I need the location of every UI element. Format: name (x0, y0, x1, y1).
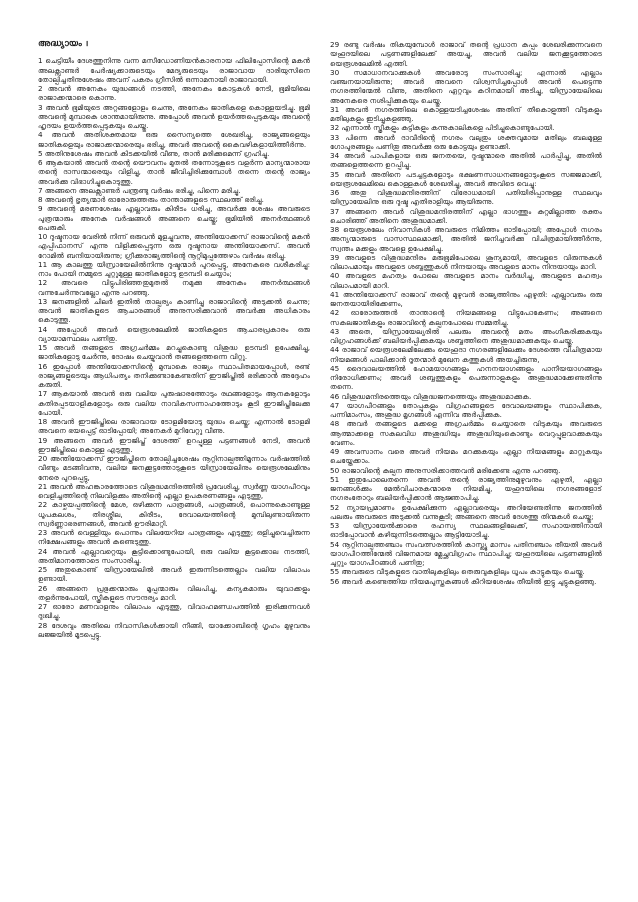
verse-paragraph: 2 അവൻ അനേകം യുദ്ധങ്ങൾ നടത്തി, അനേകം കോട്ടകൾ നേടി, ഭൂമിയിലെ രാജാക്കന്മാരെ കൊന്നു. (38, 84, 310, 103)
verse-paragraph: 34 അവർ പാപികളായ ഒരു ജനതയെ, ദുഷ്ടന്മാരെ അതിൽ പാർപ്പിച്ചു, അതിൽ തങ്ങളെത്തന്നെ ഉറപ്പിച്ചു. (330, 151, 602, 170)
verse-paragraph: 4 അവൻ അതിശക്തമായ ഒരു സൈന്യത്തെ ശേഖരിച്ചു, രാജ്യങ്ങളെയും ജാതികളെയും രാജാക്കന്മാരെയും ഭരിച്ചു, അവർ അവന്റെ കൈവഴികളായിത്തീർന്നു. (38, 130, 310, 149)
verse-paragraph: 16 ഇപ്പോൾ അന്തിയോക്കസിന്റെ മുമ്പാകെ രാജ്യം സ്ഥാപിതമായപ്പോൾ, രണ്ട് രാജ്യങ്ങളുടെയും ആധിപത്യം തനിക്കുണ്ടാകേണ്ടതിന് ഈജിപ്തിൽ ഭരിക്കാൻ അദ്ദേഹം കരുതി. (38, 361, 310, 389)
verse-paragraph: 5 അതിനുശേഷം അവൻ കിടക്കയിൽ വീണു, താൻ മരിക്കുമെന്ന് ഗ്രഹിച്ചു. (38, 148, 270, 158)
verse-paragraph: 51 ഇതുപോലെതന്നെ അവൻ തന്റെ രാജ്യത്തിനുമുഴുവനും എഴുതി, എല്ലാ ജനങ്ങൾക്കും മേൽവിചാരകന്മാരെ നിയമിച്ചു, യഹൂദയിലെ നഗരങ്ങളോട് നഗരംതോറും ബലിയർപ്പിക്കാൻ ആജ്ഞാപിച്ചു. (330, 474, 602, 503)
verse-paragraph: 49 അവസാനം വരെ അവർ നിയമം മറക്കുകയും എല്ലാ നിയമങ്ങളും മാറ്റുകയും ചെയ്തേക്കാം. (330, 447, 602, 466)
verse-paragraph: 33 പിന്നെ അവർ ദാവീദിന്റെ നഗരം വലുതും ശക്തവുമായ മതിലും ബലമുള്ള ഗോപുരങ്ങളും പണിതു അവർക്കു ഒരു കോട്ടയും ഉണ്ടാക്കി. (330, 132, 602, 151)
verse-paragraph: 14 അപ്പോൾ അവർ യെരൂശലേമിൽ ജാതികളുടെ ആചാരപ്രകാരം ഒരു വ്യായാമസ്ഥലം പണിതു. (38, 324, 310, 343)
verse-paragraph: 9 അവന്റെ മരണശേഷം എല്ലാവരും കിരീടം ധരിച്ചു, അവർക്കു ശേഷം അവരുടെ പുത്രന്മാരും അനേക വർഷങ്ങൾ അങ്ങനെ ചെയ്തു; ഭൂമിയിൽ അനർത്ഥങ്ങൾ പെരുകി. (38, 204, 310, 232)
verse-paragraph: 40 അവളുടെ മഹത്വം പോലെ അവളുടെ മാനം വർദ്ധിച്ചു, അവളുടെ മഹത്വം വിലാപമായി മാറി. (330, 271, 602, 290)
verse-paragraph: 47 യാഗപീഠങ്ങളും തോപ്പുകളും വിഗ്രഹങ്ങളുടെ ദേവാലയങ്ങളും സ്ഥാപിക്കുക, പന്നിമാംസം, അശുദ്ധ മൃഗങ്ങൾ എന്നിവ അർപ്പിക്കുക. (330, 400, 602, 419)
verse-paragraph: 31 അവൻ നഗരത്തിലെ കൊള്ളയടിച്ചശേഷം അതിന് തീകൊളുത്തി വീടുകളും മതിലുകളും ഇടിച്ചുകളഞ്ഞു. (330, 104, 602, 123)
verse-paragraph: 41 അന്തിയോക്കസ് രാജാവ് തന്റെ മുഴുവൻ രാജ്യത്തിനും എഴുതി: എല്ലാവരും ഒരു ജനതയായിരിക്കേണം, (330, 289, 602, 308)
verse-paragraph: 38 യെരൂശലേം നിവാസികൾ അവരുടെ നിമിത്തം ഓടിപ്പോയി; അപ്പോൾ നഗരം അന്യന്മാരുടെ വാസസ്ഥലമാക്കി, അതിൽ ജനിച്ചവർക്കു വിചിത്രമായിത്തീർന്നു, സ്വന്തം മക്കളും അവളെ ഉപേക്ഷിച്ചു. (330, 225, 602, 253)
verse-paragraph: 7 അങ്ങനെ അലക്സാണ്ടർ പന്ത്രണ്ടു വർഷം ഭരിച്ചു, പിന്നെ മരിച്ചു. (38, 185, 241, 195)
verse-paragraph: 11 ആ കാലത്തു യിസ്രായേലിൽനിന്നു ദുഷ്ടന്മാർ പുറപ്പെട്ടു, അനേകരെ വശീകരിച്ചു: നാം പോയി നമ്മുടെ ചുറ്റുമുള്ള ജാതികളോടു ഉടമ്പടി ചെയ്യാം; (38, 259, 310, 278)
left-column (38, 40, 310, 875)
verse-paragraph: 26 അങ്ങനെ പ്രഭുക്കന്മാരും മൂപ്പന്മാരും വിലപിച്ചു, കന്യകമാരും യുവാക്കളും തളർന്നുപോയി, സ്ത്രീകളുടെ സൗന്ദര്യം മാറി. (38, 583, 310, 602)
verse-paragraph: 55 അവരുടെ വീടുകളുടെ വാതിലുകളിലും തെരുവുകളിലും ധൂപം കാട്ടുകയും ചെയ്തു. (330, 567, 585, 577)
verse-paragraph: 52 ന്യായപ്രമാണം ഉപേക്ഷിക്കുന്ന എല്ലാവരെയും അറിയേണ്ടതിന്നു ജനത്തിൽ പലരും അവരുടെ അടുക്കൽ വന്നുകൂടി; അങ്ങനെ അവർ ദേശത്തു തിന്മകൾ ചെയ്തു; (330, 502, 602, 521)
verse-paragraph: 29 രണ്ടു വർഷം തികയുമ്പോൾ രാജാവ് തന്റെ പ്രധാന കപ്പം ശേഖരിക്കുന്നവനെ യഹൂദയിലെ പട്ടണങ്ങളിലേക്ക് അയച്ചു, അവൻ വലിയ ജനക്കൂട്ടത്തോടെ യെരൂശലേമിൽ എത്തി. (330, 40, 602, 68)
verse-paragraph: 53 യിസ്രായേൽക്കാരെ രഹസ്യ സ്ഥലങ്ങളിലേക്ക്, സഹായത്തിനായി ഓടിപ്പോവാൻ കഴിയുന്നിടത്തെല്ലാം ആട്ടിയോടിച്ചു. (330, 521, 602, 540)
right-verses (330, 40, 602, 586)
verse-paragraph: 25 അതുകൊണ്ട് യിസ്രായേലിൽ അവർ ഇരുന്നിടത്തെല്ലാം വലിയ വിലാപം ഉണ്ടായി. (38, 565, 310, 584)
verse-paragraph: 37 അങ്ങനെ അവർ വിശുദ്ധമന്ദിരത്തിന് എല്ലാ ഭാഗത്തും കുറ്റമില്ലാത്ത രക്തം ചൊരിഞ്ഞ് അതിനെ അശുദ്ധമാക്കി. (330, 206, 602, 225)
verse-paragraph: 23 അവൻ വെള്ളിയും പൊന്നും വിലയേറിയ പാത്രങ്ങളും എടുത്തു; ഒളിച്ചുവെച്ചിരുന്ന നിക്ഷേപങ്ങളും അവൻ കണ്ടെടുത്തു. (38, 528, 310, 547)
right-column (330, 40, 602, 875)
chapter-heading: അദ്ധ്യായം । (38, 40, 90, 49)
verse-paragraph: 30 സമാധാനവാക്കുകൾ അവരോടു സംസാരിച്ചു; എന്നാൽ എല്ലാം വഞ്ചനയായിരുന്നു; അവർ അവനെ വിശ്വസിച്ചപ്പോൾ അവൻ പെട്ടെന്നു നഗരത്തിന്മേൽ വീണു, അതിനെ ഏറ്റവും കഠിനമായി അടിച്ചു, യിസ്രായേലിലെ അനേകരെ നശിപ്പിക്കുകയും ചെയ്തു. (330, 67, 602, 105)
verse-paragraph: 50 രാജാവിന്റെ കല്പന അനുസരിക്കാത്തവൻ മരിക്കേണ്ട എന്നു പറഞ്ഞു. (330, 465, 561, 475)
verse-paragraph: 15 അവർ തങ്ങളുടെ അഗ്രചർമ്മം മറച്ചുകൊണ്ടു വിശുദ്ധ ഉടമ്പടി ഉപേക്ഷിച്ചു, ജാതികളോടു ചേർന്നു, ദോഷം ചെയ്യുവാൻ തങ്ങളെത്തന്നെ വിറ്റു. (38, 343, 310, 362)
verse-paragraph: 28 ദേശവും അതിലെ നിവാസികൾക്കായി നീങ്ങി, യാക്കോബിന്റെ ഗൃഹം മുഴുവനും ലജ്ജയിൽ മൂടപ്പെട്ടു. (38, 620, 310, 639)
verse-paragraph: 24 അവൻ എല്ലാവറ്റെയും കൂട്ടിക്കൊണ്ടുപോയി, ഒരു വലിയ കൂട്ടക്കൊല നടത്തി, അതിമാനത്തോടെ സംസാരിച്ചു. (38, 546, 310, 565)
verse-paragraph: 54 നൂറ്റിനാല്പത്തഞ്ചാം സംവത്സരത്തിൽ കാസ്ല്യൂ മാസം പതിനഞ്ചാം തീയതി അവർ യാഗപീഠത്തിന്മേൽ വിജനമായ മ്ലേച്ഛവിഗ്രഹം സ്ഥാപിച്ചു; യഹൂദയിലെ പട്ടണങ്ങളിൽ ചുറ്റും യാഗപീഠങ്ങൾ പണിതു; (330, 539, 602, 567)
left-verses (38, 56, 310, 639)
verse-paragraph: 39 അവളുടെ വിശുദ്ധമന്ദിരം മരുഭൂമിപോലെ ശൂന്യമായി, അവളുടെ വിരുന്നുകൾ വിലാപമായും അവളുടെ ശബ്ബത്തുകൾ നിന്ദയായും അവളുടെ മാനം നിന്ദയായും മാറി. (330, 252, 602, 271)
verse-paragraph: 32 എന്നാൽ സ്ത്രീകളും കുട്ടികളും കന്നുകാലികളെ പിടിച്ചുകൊണ്ടുപോയി. (330, 123, 555, 133)
verse-paragraph: 19 അങ്ങനെ അവർ ഈജിപ്ത് ദേശത്ത് ഉറപ്പുള്ള പട്ടണങ്ങൾ നേടി, അവൻ ഈജിപ്തിലെ കൊള്ള എടുത്തു. (38, 435, 310, 454)
verse-paragraph: 45 ദൈവാലയത്തിൽ ഹോമയാഗങ്ങളും ഹനനയാഗങ്ങളും പാനീയയാഗങ്ങളും നിരോധിക്കണം; അവർ ശബ്ബത്തുകളും പെരുന്നാളുകളും അശുദ്ധമാക്കേണ്ടതിന്നു തന്നെ. (330, 363, 602, 392)
verse-paragraph: 43 അതെ, യിസ്രായേല്യരിൽ പലരും അവന്റെ മതം അംഗീകരിക്കുകയും വിഗ്രഹങ്ങൾക്ക് ബലിയർപ്പിക്കുകയും ശബ്ബത്തിനെ അശുദ്ധമാക്കുകയും ചെയ്തു. (330, 326, 602, 345)
verse-paragraph: 35 അവർ അതിനെ പടച്ചട്ടകളോടും ഭക്ഷണസാധനങ്ങളോടുംകൂടെ സജ്ജമാക്കി, യെരൂശലേമിലെ കൊള്ളകൾ ശേഖരിച്ചു, അവർ അവിടെ വെച്ചു: (330, 169, 602, 188)
verse-paragraph: 3 അവൻ ഭൂമിയുടെ അറ്റങ്ങളോളം ചെന്നു, അനേകം ജാതികളെ കൊള്ളയടിച്ചു. ഭൂമി അവന്റെ മുമ്പാകെ ശാന്തമായിരുന്നു. അപ്പോൾ അവൻ ഉയർത്തപ്പെടുകയും അവന്റെ ഹൃദയം ഉയർത്തപ്പെടുകയും ചെയ്തു. (38, 102, 310, 130)
verse-paragraph: 36 അതു വിശുദ്ധമന്ദിരത്തിന് വിരോധമായി പതിയിരിപ്പാനുള്ള സ്ഥലവും യിസ്രായേലിനു ഒരു ദുഷ്ട എതിരാളിയും ആയിരുന്നു. (330, 188, 602, 207)
verse-paragraph: 46 വിശുദ്ധമന്ദിരത്തെയും വിശുദ്ധജനത്തെയും അശുദ്ധമാക്കുക. (330, 391, 532, 401)
verse-paragraph: 48 അവർ തങ്ങളുടെ മക്കളെ അഗ്രചർമ്മം ചെയ്യാതെ വിടുകയും അവരുടെ ആത്മാക്കളെ സകലവിധ അശുദ്ധിയും അശുദ്ധിയുംകൊണ്ടും വെറുപ്പുളവാക്കുകയും വേണം. (330, 419, 602, 447)
verse-paragraph: 56 അവർ കണ്ടെത്തിയ നിയമപുസ്തകങ്ങൾ കീറിയശേഷം തീയിൽ ഇട്ടു ചുട്ടുകളഞ്ഞു. (330, 576, 597, 586)
verse-paragraph: 21 അവൻ അഹങ്കാരത്തോടെ വിശുദ്ധമന്ദിരത്തിൽ പ്രവേശിച്ചു, സ്വർണ്ണ യാഗപീഠവും വെളിച്ചത്തിന്റെ നിലവിളക്കും അതിന്റെ എല്ലാ ഉപകരണങ്ങളും എടുത്തു, (38, 481, 310, 500)
verse-paragraph: 1 ചെട്ടിയീം ദേശത്തുനിന്നു വന്ന മസീഡോണിയൻകാരനായ ഫിലിപ്പോസിന്റെ മകൻ അലക്സാണ്ടർ പേർഷ്യക്കാരുടെയും മേദ്യരുടെയും രാജാവായ ദാരിയുസിനെ തോല്പിച്ചതിനുശേഷം അവന് പകരം ഗ്രീസിൽ ഒന്നാമനായി രാജാവായി. (38, 56, 310, 84)
verse-paragraph: 18 അവൻ ഈജിപ്തിലെ രാജാവായ ടോളമിയോടു യുദ്ധം ചെയ്തു; എന്നാൽ ടോളമി അവനെ ഭയപ്പെട്ട് ഓടിപ്പോയി; അനേകർ മുറിവേറ്റു വീണു. (38, 417, 310, 436)
verse-paragraph: 12 അവരെ വിട്ടുപിരിഞ്ഞതുമുതൽ നമുക്കു അനേകം അനർത്ഥങ്ങൾ വന്നുചേർന്നുവല്ലോ എന്നു പറഞ്ഞു. (38, 278, 310, 297)
verse-paragraph: 17 ആകയാൽ അവൻ ഒരു വലിയ പുരുഷാരത്തോടും രഥങ്ങളോടും ആനകളോടും കുതിരപ്പടയാളികളോടും ഒരു വലിയ നാവികസന്നാഹത്തോടും കൂടി ഈജിപ്തിലേക്കു പോയി. (38, 389, 310, 417)
verse-paragraph: 27 ഓരോ മണവാളനും വിലാപം എടുത്തു, വിവാഹമണ്ഡപത്തിൽ ഇരിക്കുന്നവൾ ദുഃഖിച്ചു. (38, 602, 310, 621)
verse-paragraph: 8 അവന്റെ ഭൃത്യന്മാർ ഓരോരുത്തരും താന്താങ്ങളുടെ സ്ഥലത്ത് ഭരിച്ചു. (38, 195, 264, 204)
verse-paragraph: 13 ജനങ്ങളിൽ ചിലർ ഇതിൽ താല്പര്യം കാണിച്ചു രാജാവിന്റെ അടുക്കൽ ചെന്നു; അവൻ ജാതികളുടെ ആചാരങ്ങൾ അനുസരിക്കുവാൻ അവർക്കു അധികാരം കൊടുത്തു. (38, 296, 310, 325)
verse-paragraph: 6 ആകയാൽ അവൻ തന്റെ യൌവനം മുതൽ തന്നോടുകൂടെ വളർന്ന മാന്യന്മാരായ തന്റെ ദാസന്മാരെയും വിളിച്ചു, താൻ ജീവിച്ചിരിക്കുമ്പോൾ തന്നെ തന്റെ രാജ്യം അവർക്കു വിഭാഗിച്ചുകൊടുത്തു. (38, 158, 310, 186)
verse-paragraph: 20 അന്തിയോക്കസ് ഈജിപ്തിനെ തോല്പിച്ചശേഷം നൂറ്റിനാല്പത്തിമൂന്നാം വർഷത്തിൽ വീണ്ടും മടങ്ങിവന്നു, വലിയ ജനക്കൂട്ടത്തോടുകൂടെ യിസ്രായേലിനും യെരൂശലേമിനും നേരെ പുറപ്പെട്ടു, (38, 454, 310, 482)
verse-paragraph: 42 ഓരോരുത്തൻ താന്താന്റെ നിയമങ്ങളെ വിട്ടുപോകേണം; അങ്ങനെ സകലജാതികളും രാജാവിന്റെ കല്പനപോലെ സമ്മതിച്ചു. (330, 308, 602, 327)
verse-paragraph: 10 ദുഷ്ടനായ വേരിൽ നിന്ന് ഒരുവൻ മുളച്ചുവന്നു, അന്തിയോക്കസ് രാജാവിന്റെ മകൻ എപ്പിഫാനസ് എന്നു വിളിക്കപ്പെടുന്ന ഒരു ദുഷ്ടനായ അന്തിയോക്കസ്. അവൻ റോമിൽ ബന്ദിയായിരുന്നു; ഗ്രീക്കുരാജ്യത്തിന്റെ നൂറ്റിമുപ്പത്തേഴാം വർഷം ഭരിച്ചു. (38, 232, 310, 260)
verse-paragraph: 44 രാജാവ് യെരൂശലേമിലേക്കും യെഹൂദാ നഗരങ്ങളിലേക്കും ദേശത്തെ വിചിത്രമായ നിയമങ്ങൾ പാലിക്കാൻ ദൂതന്മാർ മുഖേന കത്തുകൾ അയച്ചിരുന്നു, (330, 345, 602, 364)
verse-paragraph: 22 കാഴ്ചയപ്പത്തിന്റെ മേശ, ഒഴിക്കുന്ന പാത്രങ്ങൾ, പാത്രങ്ങൾ, പൊന്നുകൊണ്ടുള്ള ധൂപകലശം, തിരശ്ശീല, കിരീടം, ദേവാലയത്തിന്റെ മുമ്പിലുണ്ടായിരുന്ന സ്വർണ്ണാഭരണങ്ങൾ, അവൻ ഊരിമാറ്റി. (38, 500, 310, 528)
